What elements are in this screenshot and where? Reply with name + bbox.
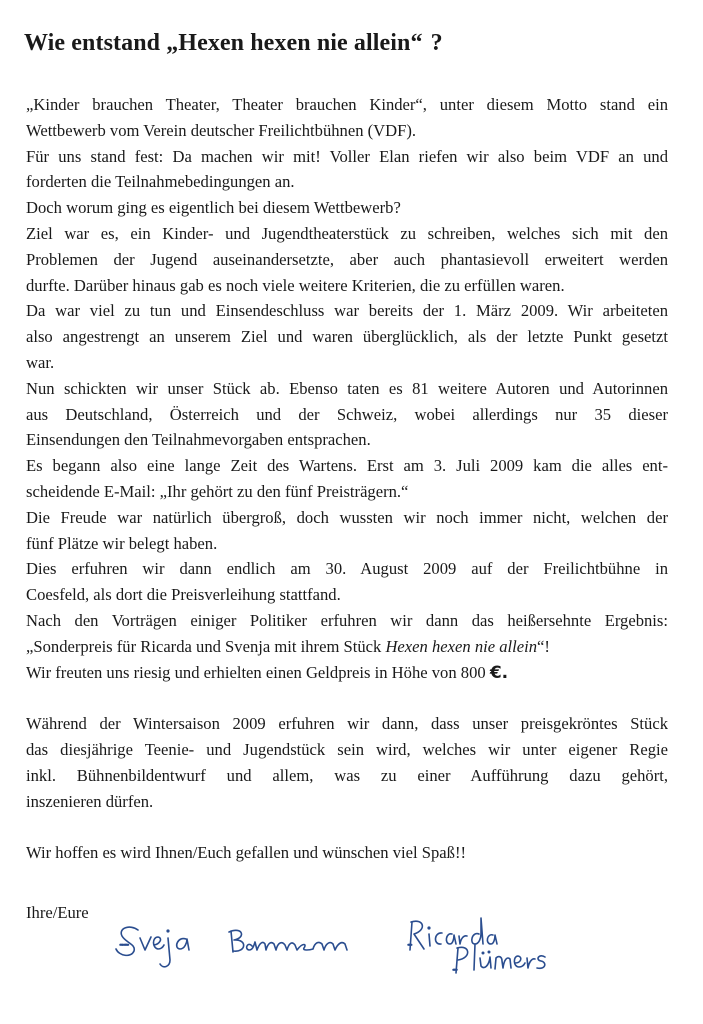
- text-line: forderten die Teilnahmebedingungen an.: [26, 172, 295, 192]
- text-line: Die Freude war natürlich übergroß, doch wussten wir noch immer nicht, welchen der: [26, 507, 668, 527]
- text-line: Einsendungen den Teilnahmevorgaben entsprachen.: [26, 430, 371, 450]
- euro-sign: €.: [489, 662, 509, 683]
- text-line: Wettbewerb vom Verein deutscher Freilichtbühnen (VDF).: [26, 120, 417, 140]
- text-line: Coesfeld, als dort die Preisverleihung stattfand.: [26, 585, 341, 605]
- text-line: scheidende E-Mail: „Ihr gehört zu den fünf Preisträgern.“: [26, 481, 409, 501]
- text-line: Es begann also eine lange Zeit des Wartens. Erst am 3. Juli 2009 kam die alles ent-: [26, 456, 668, 476]
- title-text: Wie entstand „Hexen hexen nie allein“: [24, 30, 423, 56]
- text-line: Während der Wintersaison 2009 erfuhren wir dann, dass unser preisgekröntes Stück: [26, 714, 668, 734]
- text-line: durfte. Darüber hinaus gab es noch viele weitere Kriterien, die zu erfüllen waren.: [26, 275, 565, 295]
- text-line: aus Deutschland, Österreich und der Schweiz, wobei allerdings nur 35 dieser: [26, 404, 668, 424]
- text-line: inszenieren dürfen.: [26, 791, 154, 811]
- text-line: Für uns stand fest: Da machen wir mit! Voller Elan riefen wir also beim VDF an und: [26, 146, 668, 166]
- text-line: Problemen der Jugend auseinandersetzte, aber auch phantasievoll erweitert werden: [26, 249, 668, 269]
- svg-text:Plümers: Plümers: [453, 970, 458, 971]
- title-question-mark: ?: [430, 30, 443, 56]
- text-line: Doch worum ging es eigentlich bei diesem Wettbewerb?: [26, 198, 401, 218]
- closing-salutation: Ihre/Eure: [26, 903, 89, 922]
- text-line: Da war viel zu tun und Einsendeschluss war bereits der 1. März 2009. Wir arbeiteten: [26, 301, 668, 321]
- text-line: Nun schickten wir unser Stück ab. Ebenso taten es 81 weitere Autoren und Autorinnen: [26, 378, 668, 398]
- text-line: inkl. Bühnenbildentwurf und allem, was zu einer Aufführung dazu gehört,: [26, 765, 668, 785]
- text-line: Wir hoffen es wird Ihnen/Euch gefallen und wünschen viel Spaß!!: [26, 843, 467, 863]
- text-line: also angestrengt an unserem Ziel und waren überglücklich, als der letzte Punkt gesetzt: [26, 327, 668, 347]
- result-prefix: „Sonderpreis für Ricarda und Svenja mit ihrem Stück: [26, 636, 386, 656]
- result-suffix: “!: [537, 636, 550, 656]
- text-line: Ziel war es, ein Kinder- und Jugendtheaterstück zu schreiben, welches sich mit den: [26, 223, 668, 243]
- text-line: war.: [26, 352, 55, 372]
- signature-svenja-baumann: [116, 927, 347, 967]
- text-line: Nach den Vorträgen einiger Politiker erfuhren wir dann das heißersehnte Ergebnis:: [26, 610, 668, 630]
- text-line: fünf Plätze wir belegt haben.: [26, 533, 218, 553]
- text-line: „Kinder brauchen Theater, Theater brauchen Kinder“, unter diesem Motto stand ein: [26, 95, 668, 114]
- text-line: Dies erfuhren wir dann endlich am 30. August 2009 auf der Freilichtbühne in: [26, 559, 668, 579]
- svg-text:Svenja Baumann: Svenja Baumann: [120, 945, 129, 946]
- signature-ricarda-pluemers: [408, 918, 545, 973]
- svg-text:Ricarda: Ricarda: [408, 945, 412, 946]
- prize-text: Wir freuten uns riesig und erhielten einen Geldpreis in Höhe von 800: [26, 662, 490, 682]
- text-line: das diesjährige Teenie- und Jugendstück sein wird, welches wir unter eigener Regie: [26, 739, 668, 759]
- play-title: Hexen hexen nie allein: [385, 636, 538, 656]
